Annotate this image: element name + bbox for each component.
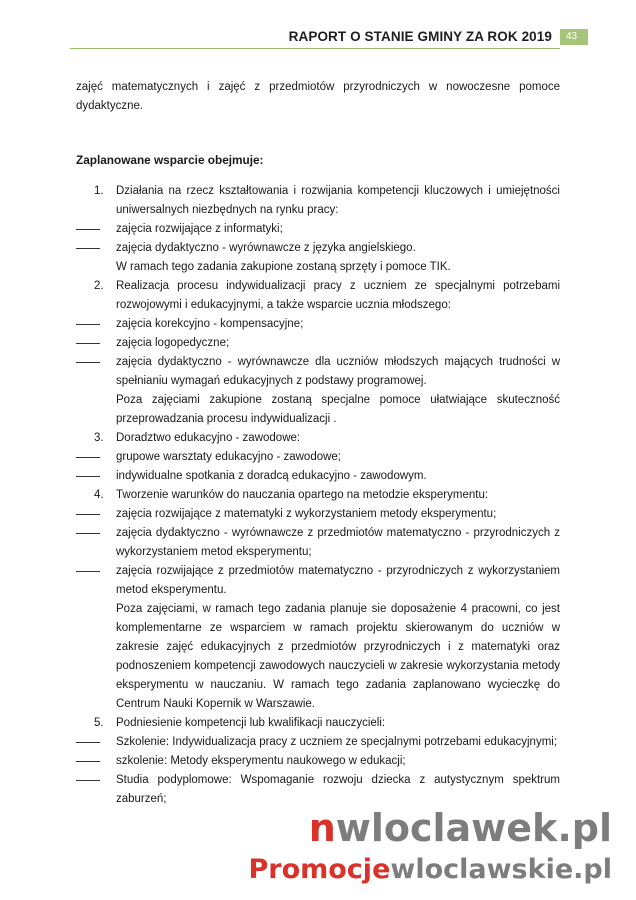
dash-bullet-icon <box>76 780 100 781</box>
section-heading: Zaplanowane wsparcie obejmuje: <box>76 153 264 167</box>
bullet-item: grupowe warsztaty edukacyjno - zawodowe; <box>76 448 560 467</box>
intro-text: zajęć matematycznych i zajęć z przedmiotów przyrodniczych w nowoczesne pomoce dydaktyczne. <box>76 81 560 112</box>
support-list <box>76 182 560 809</box>
item-note: Poza zajęciami, w ramach tego zadania planuje sie doposażenie 4 pracowni, co jest komplementarne ze wsparciem w ramach projektu skierowanym do uczniów w zakresie zajęć edukacyjnych z przedmiotów przyrodniczych i z matematyki oraz podnoszeniem kompetencji zawodowych nauczycieli w zakresie wykorzystania metody eksperymentu w nauczaniu. W ramach tego zadania zaplanowano wycieczkę do Centrum Nauki Kopernik w Warszawie. <box>116 603 560 710</box>
bullet-item: zajęcia dydaktyczno - wyrównawcze dla uczniów młodszych mających trudności w spełnianiu wymagań edukacyjnych z podstawy programowej. <box>76 353 560 391</box>
item-note: Poza zajęciami zakupione zostaną specjalne pomoce ułatwiające skuteczność przeprowadzania procesu indywidualizacji . <box>116 394 560 425</box>
dash-bullet-icon <box>76 229 100 230</box>
item-number: 5. <box>94 717 104 729</box>
report-title: RAPORT O STANIE GMINY ZA ROK 2019 <box>288 29 552 44</box>
dash-bullet-icon <box>76 324 100 325</box>
list-item-2 <box>76 277 560 315</box>
page-number-badge: 43 <box>560 29 588 45</box>
dash-bullet-icon <box>76 742 100 743</box>
page-header <box>0 24 636 48</box>
bullet-item: Szkolenie: Indywidualizacja pracy z uczniem ze specjalnymi potrzebami edukacyjnymi; <box>76 733 560 752</box>
header-rule <box>70 48 560 49</box>
intro-paragraph <box>76 78 560 116</box>
bullet-item: zajęcia dydaktyczno - wyrównawcze z przedmiotów matematyczno - przyrodniczych z wykorzystaniem metod eksperymentu; <box>76 524 560 562</box>
list-item-1 <box>76 182 560 220</box>
bullet-item: zajęcia dydaktyczno - wyrównawcze z języka angielskiego. <box>76 239 560 258</box>
dash-bullet-icon <box>76 457 100 458</box>
bullet-item: zajęcia rozwijające z matematyki z wykorzystaniem metody eksperymentu; <box>76 505 560 524</box>
item-title: Realizacja procesu indywidualizacji pracy z uczniem ze specjalnymi potrzebami rozwojowymi i edukacyjnymi, a także wsparcie ucznia młodszego: <box>116 280 560 311</box>
item-title: Tworzenie warunków do nauczania opartego na metodzie eksperymentu: <box>116 489 489 501</box>
item-number: 4. <box>94 489 104 501</box>
list-item-5 <box>76 714 560 733</box>
bullet-item: zajęcia logopedyczne; <box>76 334 560 353</box>
dash-bullet-icon <box>76 571 100 572</box>
dash-bullet-icon <box>76 514 100 515</box>
list-item-4 <box>76 486 560 505</box>
dash-bullet-icon <box>76 362 100 363</box>
item-title: Podniesienie kompetencji lub kwalifikacji nauczycieli: <box>116 717 386 729</box>
bullet-item: szkolenie: Metody eksperymentu naukowego w edukacji; <box>76 752 560 771</box>
bullet-item: zajęcia rozwijające z przedmiotów matematyczno - przyrodniczych z wykorzystaniem metod eksperymentu. <box>76 562 560 600</box>
bullet-item: zajęcia korekcyjno - kompensacyjne; <box>76 315 560 334</box>
item-title: Doradztwo edukacyjno - zawodowe: <box>116 432 301 444</box>
watermark-promocje: Promocjewloclawskie.pl <box>248 854 612 885</box>
item-title: Działania na rzecz kształtowania i rozwijania kompetencji kluczowych i umiejętności uniwersalnych niezbędnych na rynku pracy: <box>116 185 560 216</box>
item-note: W ramach tego zadania zakupione zostaną sprzęty i pomoce TIK. <box>116 261 451 273</box>
item-number: 1. <box>94 185 104 197</box>
dash-bullet-icon <box>76 476 100 477</box>
list-item-3 <box>76 429 560 448</box>
dash-bullet-icon <box>76 343 100 344</box>
dash-bullet-icon <box>76 533 100 534</box>
bullet-item: zajęcia rozwijające z informatyki; <box>76 220 560 239</box>
bullet-item: indywidualne spotkania z doradcą edukacyjno - zawodowym. <box>76 467 560 486</box>
watermark-wloclawek: nwloclawek.pl <box>308 806 612 850</box>
dash-bullet-icon <box>76 761 100 762</box>
bullet-item: Studia podyplomowe: Wspomaganie rozwoju dziecka z autystycznym spektrum zaburzeń; <box>76 771 560 809</box>
item-number: 3. <box>94 432 104 444</box>
item-number: 2. <box>94 280 104 292</box>
dash-bullet-icon <box>76 248 100 249</box>
